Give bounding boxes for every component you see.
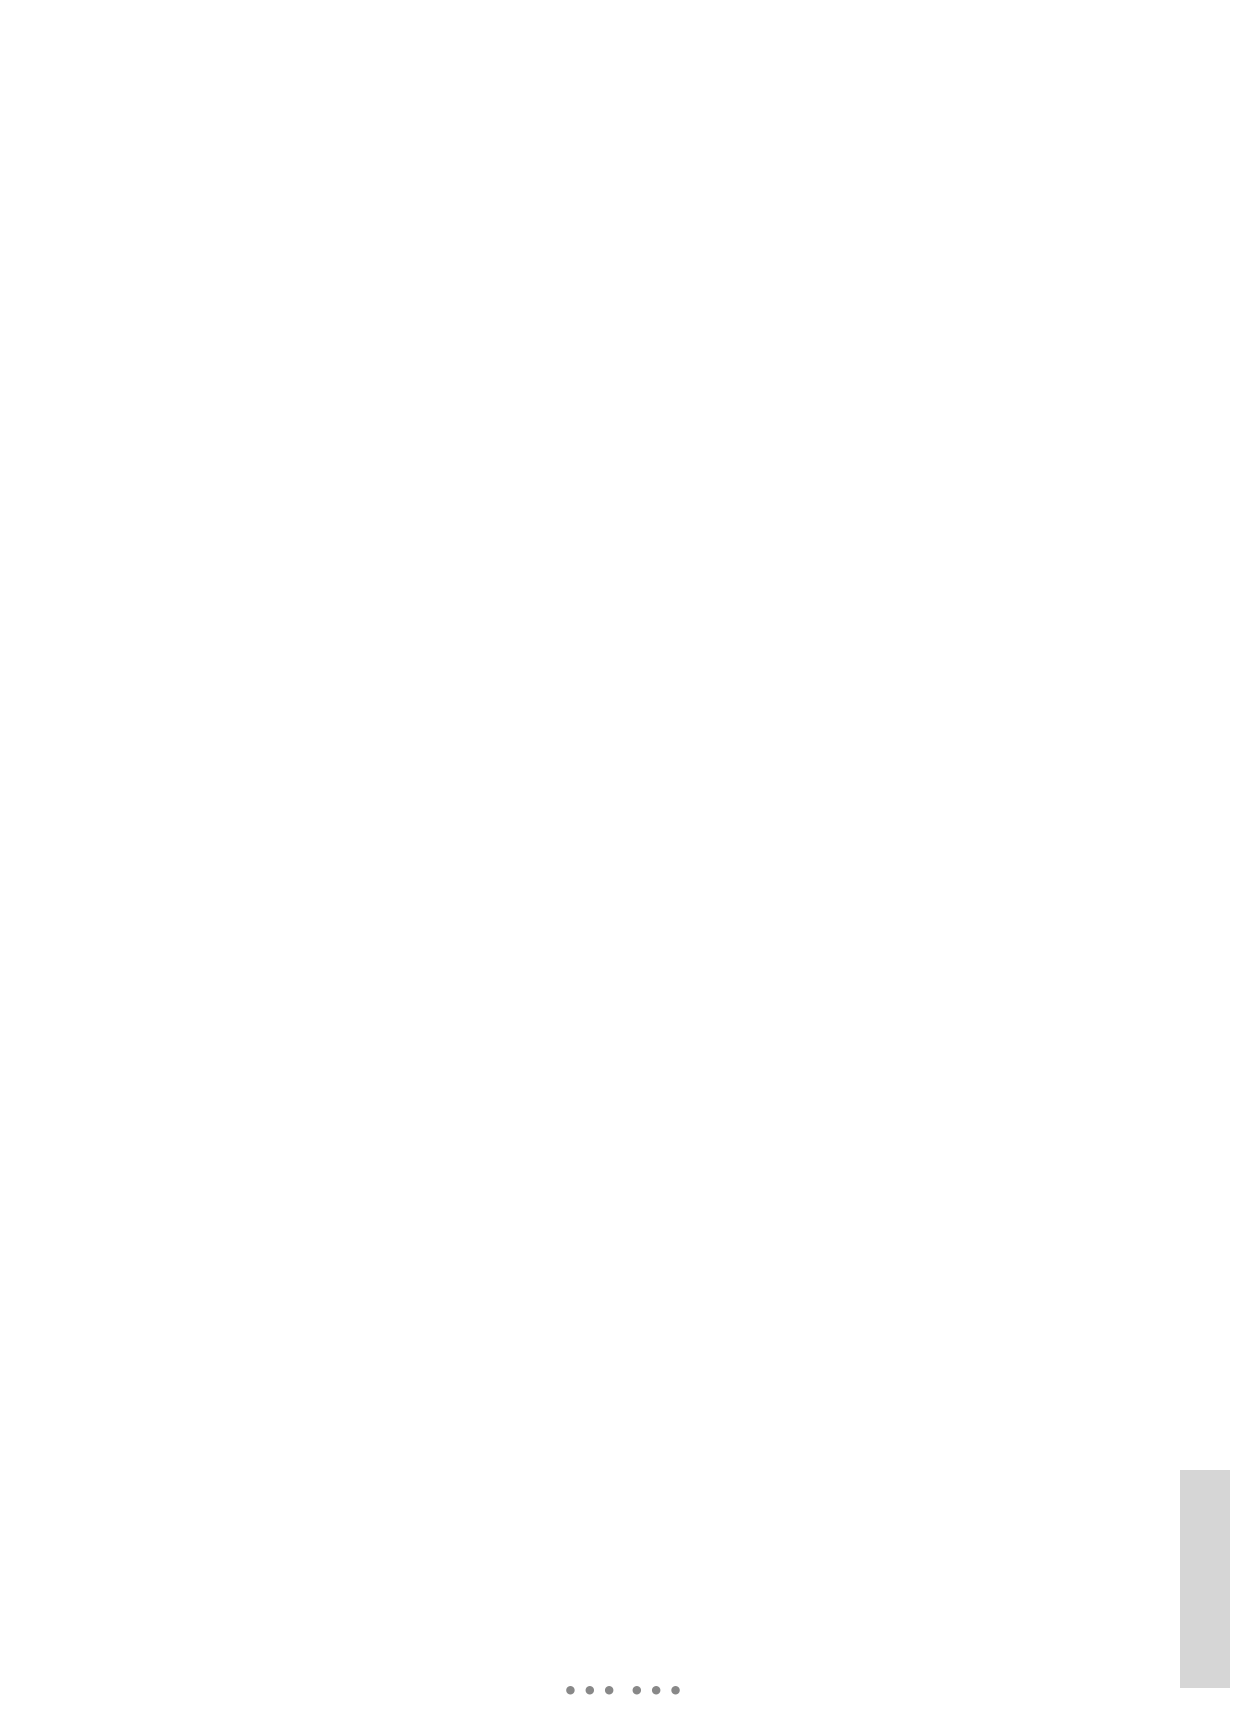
decor-dots: ••• <box>562 1677 621 1705</box>
sidebar-book-title <box>1180 1470 1230 1688</box>
decor-dots: ••• <box>629 1677 688 1705</box>
page-footer <box>0 1677 1250 1705</box>
